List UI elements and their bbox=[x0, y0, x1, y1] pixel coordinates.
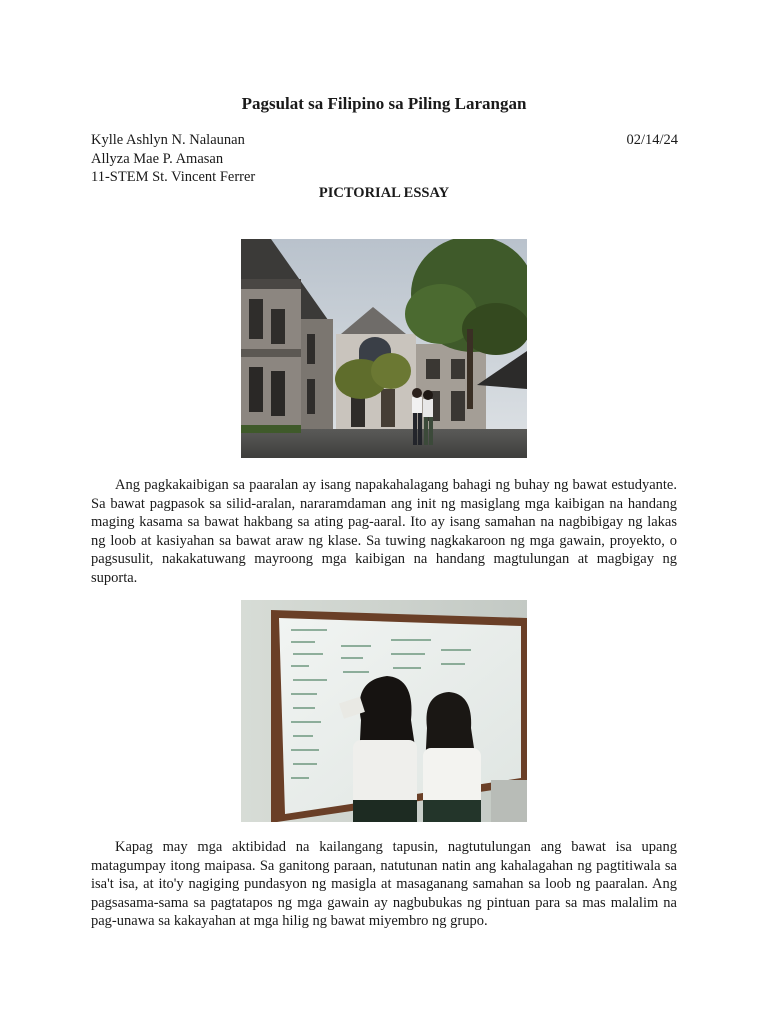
essay-paragraph-1: Ang pagkakaibigan sa paaralan ay isang napakahalagang bahagi ng buhay ng bawat estudyante. Sa bawat pagpasok sa silid-aralan, nararamdaman ang init ng masiglang mga kaibigan na handang maging kasama sa bawat hakbang sa ating pag-aaral. Ito ay isang samahan na nagbibigay ng lakas ng loob at kasiyahan sa bawat araw ng klase. Sa tuwing nagkakaroon ng mga gawain, proyekto, o pagsusulit, nakakatuwang mayroong mga kaibigan na handang magtulungan at magbigay ng suporta. bbox=[91, 477, 677, 586]
author-name-1: Kylle Ashlyn N. Nalaunan bbox=[91, 132, 245, 148]
whiteboard-photo bbox=[241, 600, 527, 822]
class-section: 11-STEM St. Vincent Ferrer bbox=[91, 169, 256, 185]
essay-heading: PICTORIAL ESSAY bbox=[318, 185, 450, 201]
essay-paragraph-2: Kapag may mga aktibidad na kailangang tapusin, nagtutulungan ang bawat isa upang matagumpay itong maipasa. Sa ganitong paraan, natutunan natin ang kahalagahan ng pagtitiwala sa isa't isa, at ito'y nagiging pundasyon ng masigla at masaganang samahan sa loob ng paaralan. Ang pagsasama-sama sa pagtatapos ng mga gawain ay nagbubukas ng pintuan para sa mas malalim na pag-unawa sa kakayahan at mga hilig ng bawat miyembro ng grupo. bbox=[91, 839, 677, 929]
document-title: Pagsulat sa Filipino sa Piling Larangan bbox=[241, 94, 527, 113]
school-building-photo bbox=[241, 239, 527, 458]
document-date: 02/14/24 bbox=[626, 132, 678, 148]
author-name-2: Allyza Mae P. Amasan bbox=[91, 150, 224, 167]
author-block bbox=[91, 131, 255, 187]
